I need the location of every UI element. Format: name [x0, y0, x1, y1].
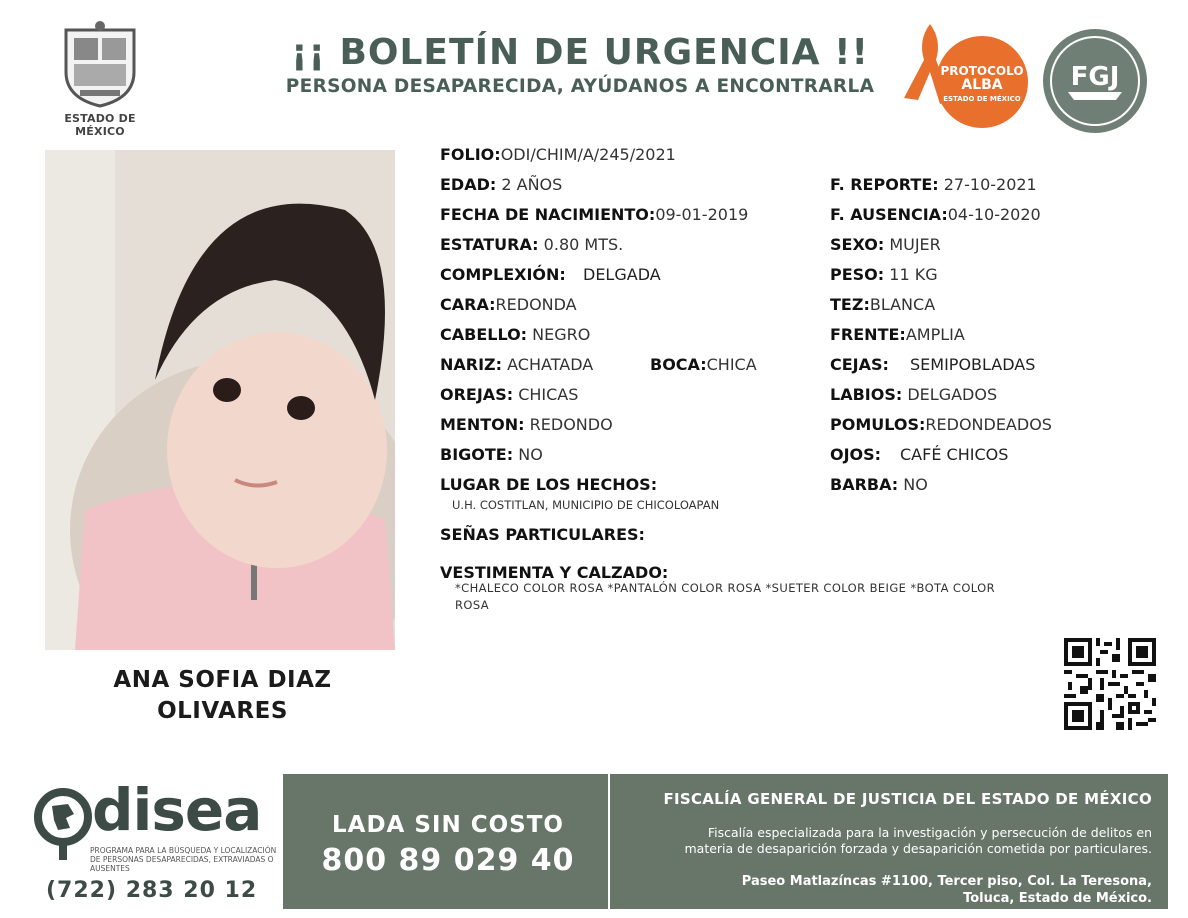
- child-portrait-image: [45, 150, 395, 650]
- ausencia-label: F. AUSENCIA:: [830, 205, 948, 224]
- coat-of-arms-icon: [60, 20, 140, 108]
- name-line-1: ANA SOFIA DIAZ: [113, 667, 332, 693]
- field-nariz: [440, 355, 593, 375]
- peso-value: 11 KG: [889, 265, 938, 284]
- field-sexo: [830, 235, 941, 255]
- vestimenta-value: [455, 580, 995, 614]
- field-senas: [440, 525, 645, 545]
- field-lugar: [440, 475, 657, 495]
- edad-value: 2 AÑOS: [501, 175, 563, 194]
- alba-line-2: ALBA: [961, 77, 1003, 93]
- field-menton: [440, 415, 613, 435]
- ausencia-value: 04-10-2020: [947, 205, 1041, 224]
- estatura-value: 0.80 MTS.: [543, 235, 624, 254]
- reporte-label: F. REPORTE:: [830, 175, 939, 194]
- fiscalia-description: [612, 825, 1152, 857]
- cejas-value: SEMIPOBLADAS: [910, 355, 1036, 374]
- field-barba: [830, 475, 928, 495]
- address-line-1: Paseo Matlazíncas #1100, Tercer piso, Col. La Teresona,: [741, 874, 1152, 889]
- disea-tag-line-1: PROGRAMA PARA LA BÚSQUEDA Y LOCALIZACIÓN: [90, 846, 277, 855]
- ojos-label: OJOS:: [830, 445, 882, 464]
- field-estatura: [440, 235, 623, 255]
- field-ausencia: [830, 205, 1041, 225]
- lada-number[interactable]: 800 89 029 40: [321, 843, 575, 878]
- state-label: ESTADO DE MÉXICO: [64, 112, 136, 138]
- field-cara: [440, 295, 577, 315]
- field-cejas: [830, 355, 889, 375]
- bulletin-subtitle: PERSONA DESAPARECIDA, AYÚDANOS A ENCONTRARLA: [285, 76, 875, 97]
- vestimenta-line-2: ROSA: [455, 598, 490, 612]
- cara-value: REDONDA: [495, 295, 577, 314]
- frente-label: FRENTE:: [830, 325, 906, 344]
- tez-label: TEZ:: [830, 295, 870, 314]
- field-bigote: [440, 445, 543, 465]
- cara-label: CARA:: [440, 295, 496, 314]
- cabello-value: NEGRO: [532, 325, 591, 344]
- nariz-value: ACHATADA: [507, 355, 594, 374]
- peso-label: PESO:: [830, 265, 885, 284]
- disea-tag-line-2: DE PERSONAS DESAPARECIDAS, EXTRAVIADAS O: [90, 855, 274, 864]
- nacimiento-label: FECHA DE NACIMIENTO:: [440, 205, 656, 224]
- barba-value: NO: [903, 475, 928, 494]
- odisea-map-pin-icon: [34, 788, 92, 860]
- fiscalia-desc-line-2: materia de desaparición forzada y desaparición cometida por particulares.: [684, 841, 1152, 856]
- menton-label: MENTON:: [440, 415, 525, 434]
- boca-value: CHICA: [706, 355, 757, 374]
- sexo-value: MUJER: [889, 235, 941, 254]
- reporte-value: 27-10-2021: [943, 175, 1037, 194]
- fgj-logo: [1040, 26, 1150, 136]
- lugar-label: LUGAR DE LOS HECHOS:: [440, 475, 658, 494]
- protocolo-alba-logo: [900, 20, 1030, 132]
- field-reporte: [830, 175, 1037, 195]
- missing-person-photo: [45, 150, 395, 650]
- field-edad: [440, 175, 562, 195]
- nacimiento-value: 09-01-2019: [655, 205, 749, 224]
- vestimenta-line-1: *CHALECO COLOR ROSA *PANTALÓN COLOR ROSA *SUETER COLOR BEIGE *BOTA COLOR: [455, 581, 996, 595]
- alba-line-1: PROTOCOLO: [940, 64, 1024, 78]
- missing-person-name: [60, 665, 385, 727]
- qr-code-icon: [1064, 638, 1156, 730]
- field-cabello: [440, 325, 590, 345]
- cabello-label: CABELLO:: [440, 325, 528, 344]
- field-pomulos: [830, 415, 1052, 435]
- fiscalia-desc-line-1: Fiscalía especializada para la investigación y persecución de delitos en: [707, 825, 1152, 840]
- barba-label: BARBA:: [830, 475, 899, 494]
- labios-value: DELGADOS: [907, 385, 998, 404]
- phone-number[interactable]: (722) 283 20 12: [46, 878, 258, 903]
- bulletin-title: ¡¡ BOLETÍN DE URGENCIA !!: [291, 32, 869, 73]
- nariz-label: NARIZ:: [440, 355, 503, 374]
- alba-line-3: ESTADO DE MÉXICO: [943, 95, 1021, 103]
- field-orejas: [440, 385, 578, 405]
- boca-label: BOCA:: [650, 355, 707, 374]
- lada-label: LADA SIN COSTO: [332, 812, 564, 838]
- bigote-value: NO: [518, 445, 543, 464]
- edad-label: EDAD:: [440, 175, 497, 194]
- sexo-label: SEXO:: [830, 235, 885, 254]
- field-nacimiento: [440, 205, 748, 225]
- estatura-label: ESTATURA:: [440, 235, 539, 254]
- vestimenta-label: VESTIMENTA Y CALZADO:: [440, 563, 669, 582]
- field-labios: [830, 385, 997, 405]
- bigote-label: BIGOTE:: [440, 445, 514, 464]
- address-line-2: Toluca, Estado de México.: [963, 891, 1152, 906]
- pomulos-label: POMULOS:: [830, 415, 926, 434]
- name-line-2: OLIVARES: [157, 698, 288, 724]
- fgj-label: FGJ: [1070, 62, 1120, 92]
- fiscalia-title: FISCALÍA GENERAL DE JUSTICIA DEL ESTADO DE MÉXICO: [663, 790, 1152, 808]
- orejas-value: CHICAS: [518, 385, 579, 404]
- menton-value: REDONDO: [529, 415, 613, 434]
- labios-label: LABIOS:: [830, 385, 903, 404]
- disea-wordmark: disea: [92, 776, 262, 844]
- pomulos-value: REDONDEADOS: [925, 415, 1052, 434]
- field-folio: [440, 145, 676, 165]
- fiscalia-address: [612, 873, 1152, 907]
- lugar-value: U.H. COSTITLAN, MUNICIPIO DE CHICOLOAPAN: [452, 498, 720, 512]
- complexion-value: DELGADA: [583, 265, 661, 284]
- field-boca: [650, 355, 757, 375]
- ojos-value: CAFÉ CHICOS: [900, 445, 1009, 464]
- odisea-logo: [30, 776, 280, 910]
- folio-value: ODI/CHIM/A/245/2021: [500, 145, 676, 164]
- cejas-label: CEJAS:: [830, 355, 889, 374]
- field-ojos: [830, 445, 881, 465]
- qr-code[interactable]: [1064, 638, 1156, 730]
- senas-label: SEÑAS PARTICULARES:: [440, 525, 645, 544]
- footer-divider: [608, 774, 610, 909]
- field-frente: [830, 325, 965, 345]
- field-peso: [830, 265, 938, 285]
- orejas-label: OREJAS:: [440, 385, 514, 404]
- field-tez: [830, 295, 935, 315]
- disea-tag-line-3: AUSENTES: [90, 864, 130, 873]
- field-complexion: [440, 265, 566, 285]
- folio-label: FOLIO:: [440, 145, 501, 164]
- complexion-label: COMPLEXIÓN:: [440, 265, 566, 284]
- state-logo: [40, 20, 160, 138]
- tez-value: BLANCA: [869, 295, 936, 314]
- frente-value: AMPLIA: [905, 325, 965, 344]
